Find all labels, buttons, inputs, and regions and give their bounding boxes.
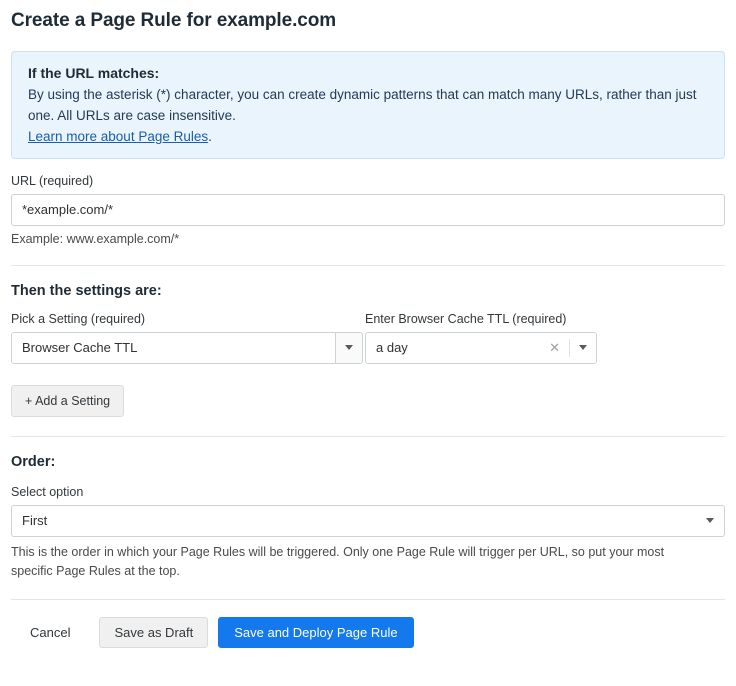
setting-picker-label: Pick a Setting (required) <box>11 311 146 326</box>
chevron-down-icon[interactable] <box>335 333 362 363</box>
settings-row <box>11 312 725 364</box>
setting-value-label: Enter Browser Cache TTL (required) <box>365 311 567 326</box>
order-help-text: This is the order in which your Page Rules will be triggered. Only one Page Rule will trigger per URL, so put your most specific Page Rules at the top. <box>11 544 665 578</box>
page-rule-form <box>0 10 736 686</box>
order-select[interactable] <box>11 505 725 537</box>
form-actions <box>11 617 725 648</box>
order-select-label: Select option <box>11 484 84 499</box>
add-setting-button[interactable]: + Add a Setting <box>11 385 124 417</box>
chevron-down-icon[interactable] <box>570 345 596 350</box>
callout-title: If the URL matches: <box>28 65 160 81</box>
page-title: Create a Page Rule for example.com <box>11 10 337 31</box>
url-field-label: URL (required) <box>11 173 94 188</box>
save-as-draft-button[interactable]: Save as Draft <box>99 617 208 648</box>
setting-value-group <box>365 312 597 364</box>
chevron-down-icon[interactable] <box>696 518 724 523</box>
divider-1 <box>11 265 725 266</box>
close-icon[interactable]: ✕ <box>549 340 560 356</box>
callout-link-line <box>28 129 708 144</box>
url-match-callout <box>11 51 725 159</box>
setting-picker-select[interactable] <box>11 332 363 364</box>
browser-cache-ttl-value: a day <box>376 340 408 356</box>
url-helper-text: Example: www.example.com/* <box>11 231 180 246</box>
divider-3 <box>11 599 725 600</box>
learn-more-page-rules-link[interactable]: Learn more about Page Rules <box>28 128 209 144</box>
browser-cache-ttl-select[interactable] <box>365 332 597 364</box>
callout-link-suffix: . <box>208 128 212 144</box>
setting-picker-group <box>11 312 363 364</box>
setting-picker-value: Browser Cache TTL <box>22 340 138 356</box>
url-input[interactable] <box>11 194 725 226</box>
settings-heading: Then the settings are: <box>11 282 162 299</box>
save-and-deploy-button[interactable]: Save and Deploy Page Rule <box>218 617 413 648</box>
order-select-value: First <box>22 513 48 529</box>
order-heading: Order: <box>11 453 56 470</box>
cancel-button[interactable]: Cancel <box>30 625 71 641</box>
divider-2 <box>11 436 725 437</box>
callout-text: By using the asterisk (*) character, you can create dynamic patterns that can match many URLs, rather than just one. All URLs are case insensitive. <box>28 87 697 123</box>
